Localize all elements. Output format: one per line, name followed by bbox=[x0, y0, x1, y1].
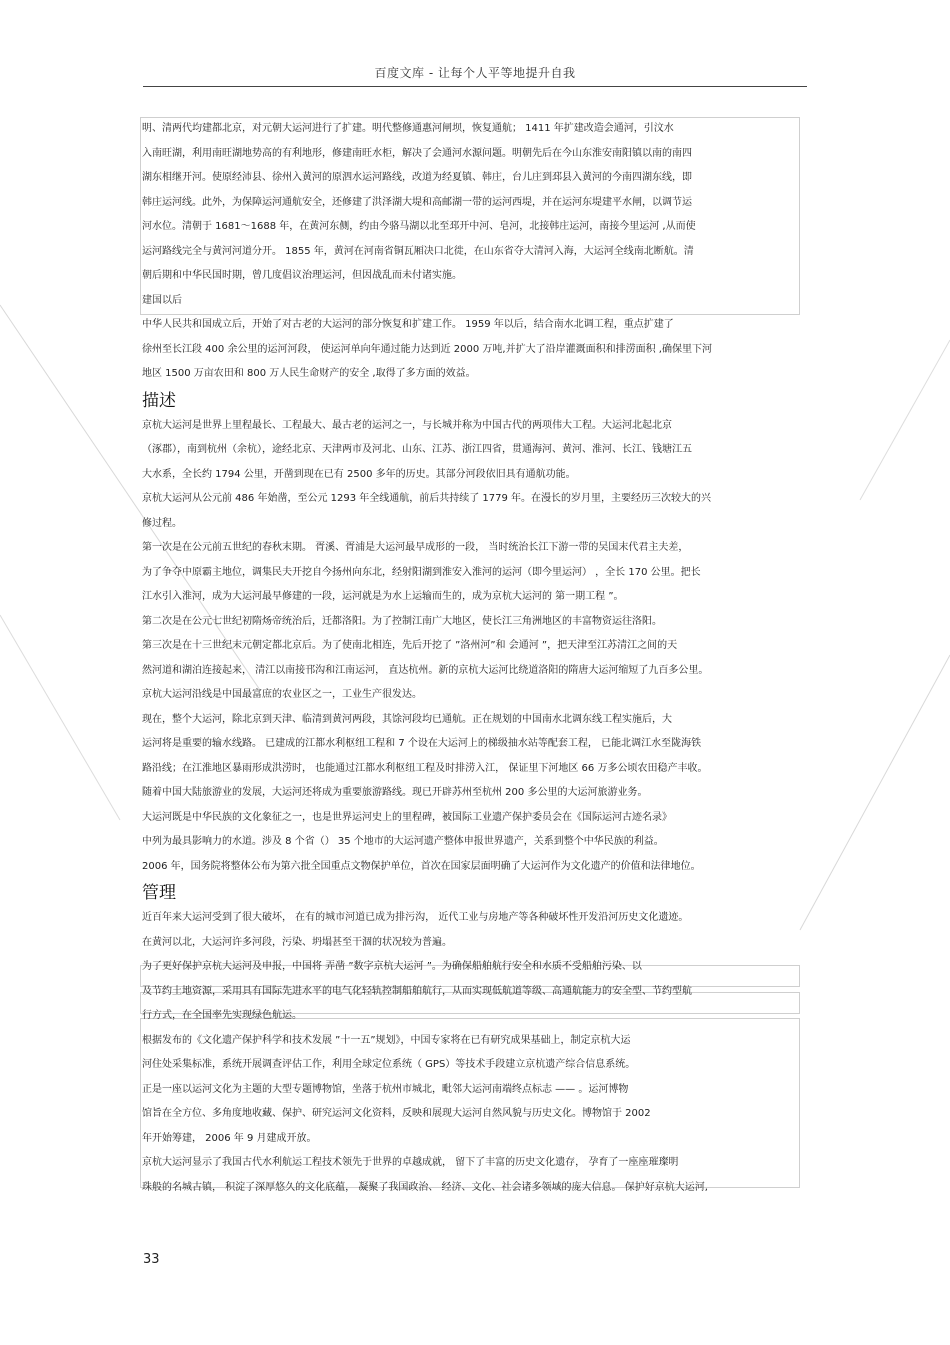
text-line: 河水位。清朝于 1681～1688 年，在黄河东侧，约由今骆马湖以北至邳开中河、皂河，北接韩庄运河，南接今里运河 ,从而使 bbox=[142, 221, 696, 232]
text-line: 正是一座以运河文化为主题的大型专题博物馆，坐落于杭州市城北，毗邻大运河南端终点标志 —— 。运河博物 bbox=[142, 1083, 629, 1095]
text-line: 现在，整个大运河，除北京到天津、临清到黄河两段，其馀河段均已通航。正在规划的中国南水北调东线工程实施后，大 bbox=[142, 713, 672, 725]
text-line: 根据发布的《文化遗产保护科学和技术发展 ”十一五”规划》，中国专家将在已有研究成果基础上，制定京杭大运 bbox=[142, 1034, 631, 1046]
text-line: 徐州至长江段 400 余公里的运河河段， 使运河单向年通过能力达到近 2000 万吨,并扩大了沿岸灌溉面积和排涝面积 ,确保里下河 bbox=[142, 343, 712, 355]
text-line: 近百年来大运河受到了很大破坏， 在有的城市河道已成为排污沟， 近代工业与房地产等各种破坏性开发沿河历史文化遗迹。 bbox=[142, 912, 689, 923]
text-line: 大运河既是中华民族的文化象征之一，也是世界运河史上的里程碑，被国际工业遗产保护委员会在《国际运河古迹名录》 bbox=[142, 811, 672, 823]
text-line: 京杭大运河从公元前 486 年始凿，至公元 1293 年全线通航，前后共持续了 1779 年。在漫长的岁月里，主要经历三次较大的兴 bbox=[142, 493, 712, 504]
text-line: 京杭大运河沿线是中国最富庶的农业区之一，工业生产很发达。 bbox=[142, 689, 422, 700]
text-line: 地区 1500 万亩农田和 800 万人民生命财产的安全 ,取得了多方面的效益。 bbox=[142, 368, 476, 379]
text-line: 2006 年，国务院将整体公布为第六批全国重点文物保护单位，首次在国家层面明确了大运河作为文化遗产的价值和法律地位。 bbox=[142, 860, 701, 872]
text-line: 及节约土地资源，采用具有国际先进水平的电气化轻轨控制船舶航行，从而实现低航道等级、高通航能力的安全型、节约型航 bbox=[142, 985, 692, 997]
text-line: 中列为最具影响力的水道。涉及 8 个省（） 35 个地市的大运河遗产整体申报世界遗产，关系到整个中华民族的利益。 bbox=[142, 836, 664, 847]
text-line: 入南旺湖，利用南旺湖地势高的有利地形，修建南旺水柜，解决了会通河水源问题。明朝先后在今山东淮安南阳镇以南的南四 bbox=[142, 147, 692, 159]
text-line: 为了更好保护京杭大运河及申报，中国将 弄凿 ”数字京杭大运河 ”。为确保船舶航行安全和水质不受船舶污染、以 bbox=[142, 961, 642, 972]
text-line: 韩庄运河线。此外，为保障运河通航安全，还修建了洪泽湖大堤和高邮湖一带的运河西堤，并在运河东堤建平水闸，以调节运 bbox=[142, 196, 692, 208]
text-line: 运河将是重要的输水线路。 已建成的江都水利枢纽工程和 7 个设在大运河上的梯级抽水站等配套工程， 已能北调江水至陇海铁 bbox=[142, 738, 702, 749]
text-line: 馆旨在全方位、多角度地收藏、保护、研究运河文化资料，反映和展现大运河自然风貌与历史文化。博物馆于 2002 bbox=[142, 1108, 651, 1119]
text-line: 第一次是在公元前五世纪的春秋末期。 胥溪、胥浦是大运河最早成形的一段， 当时统治长江下游一带的吴国末代君主夫差， bbox=[142, 542, 689, 553]
text-line: 京杭大运河是世界上里程最长、工程最大、最古老的运河之一，与长城并称为中国古代的两项伟大工程。大运河北起北京 bbox=[142, 419, 672, 431]
text-line: 大水系，全长约 1794 公里，开凿到现在已有 2500 多年的历史。其部分河段依旧具有通航功能。 bbox=[142, 468, 576, 480]
text-line: 年开始筹建， 2006 年 9 月建成开放。 bbox=[142, 1132, 317, 1144]
text-line: 随着中国大陆旅游业的发展，大运河还将成为重要旅游路线。现已开辟苏州至杭州 200 多公里的大运河旅游业务。 bbox=[142, 787, 648, 798]
text-line: 修过程。 bbox=[142, 517, 182, 529]
text-line: 明、清两代均建都北京，对元朝大运河进行了扩建。明代整修通惠河闸坝，恢复通航； 1411 年扩建改造会通河，引汶水 bbox=[142, 123, 674, 134]
header-rule bbox=[143, 86, 807, 87]
text-line: 中华人民共和国成立后，开始了对古老的大运河的部分恢复和扩建工作。 1959 年以后，结合南水北调工程，重点扩建了 bbox=[142, 319, 674, 330]
text-line: 湖东相继开河。使原经沛县、徐州入黄河的原泗水运河路线，改道为经夏镇、韩庄，台儿庄到邳县入黄河的今南四湖东线，即 bbox=[142, 172, 692, 183]
text-line: 运河路线完全与黄河河道分开。 1855 年，黄河在河南省铜瓦厢决口北徙，在山东省夺大清河入海，大运河全线南北断航。清 bbox=[142, 245, 694, 257]
text-line: 然河道和湖泊连接起来， 清江以南接邗沟和江南运河， 直达杭州。新的京杭大运河比绕道洛阳的隋唐大运河缩短了九百多公里。 bbox=[142, 664, 709, 676]
text-line: 路沿线；在江淮地区暴雨形成洪涝时， 也能通过江都水利枢纽工程及时排涝入江， 保证里下河地区 66 万多公顷农田稳产丰收。 bbox=[142, 762, 708, 774]
text-line: 江水引入淮河，成为大运河最早修建的一段，运河就是为水上运输而生的，成为京杭大运河的 第一期工程 ”。 bbox=[142, 591, 624, 602]
text-line: 建国以后 bbox=[142, 294, 182, 306]
text-line: 珠般的名城古镇， 积淀了深厚悠久的文化底蕴， 凝聚了我国政治、 经济、文化、社会诸多领域的庞大信息。 保护好京杭大运河, bbox=[142, 1181, 708, 1193]
text-line: 行方式，在全国率先实现绿色航运。 bbox=[142, 1010, 302, 1021]
text-line: 第三次是在十三世纪末元朝定都北京后。为了使南北相连，先后开挖了 ”洛州河”和 会通河 ”，把天津至江苏清江之间的天 bbox=[142, 640, 678, 651]
text-line: 河住处采集标准，系统开展调查评估工作，利用全球定位系统（ GPS）等技术手段建立京杭遗产综合信息系统。 bbox=[142, 1059, 636, 1070]
text-line: 京杭大运河显示了我国古代水利航运工程技术领先于世界的卓越成就， 留下了丰富的历史文化遗存， 孕育了一座座璀璨明 bbox=[142, 1157, 679, 1168]
text-line: 第二次是在公元七世纪初隋炀帝统治后，迁都洛阳。为了控制江南广大地区，使长江三角洲地区的丰富物资运往洛阳。 bbox=[142, 615, 662, 627]
section-heading: 管理 bbox=[142, 883, 176, 903]
text-line: 在黄河以北，大运河许多河段，污染、坍塌甚至干涸的状况较为普遍。 bbox=[142, 936, 452, 948]
text-line: 为了争夺中原霸主地位，调集民夫开挖自今扬州向东北，经射阳湖到淮安入淮河的运河（即今里运河） ，全长 170 公里。把长 bbox=[142, 566, 701, 578]
page-number: 33 bbox=[143, 1252, 160, 1267]
text-line: （涿郡），南到杭州（余杭），途经北京、天津两市及河北、山东、江苏、浙江四省，贯通海河、黄河、淮河、长江、钱塘江五 bbox=[142, 444, 692, 455]
page-header: 百度文库 - 让每个人平等地提升自我 bbox=[374, 66, 576, 80]
section-heading: 描述 bbox=[142, 390, 176, 411]
text-line: 朝后期和中华民国时期，曾几度倡议治理运河，但因战乱而未付诸实施。 bbox=[142, 270, 462, 281]
body-text bbox=[142, 117, 802, 1200]
